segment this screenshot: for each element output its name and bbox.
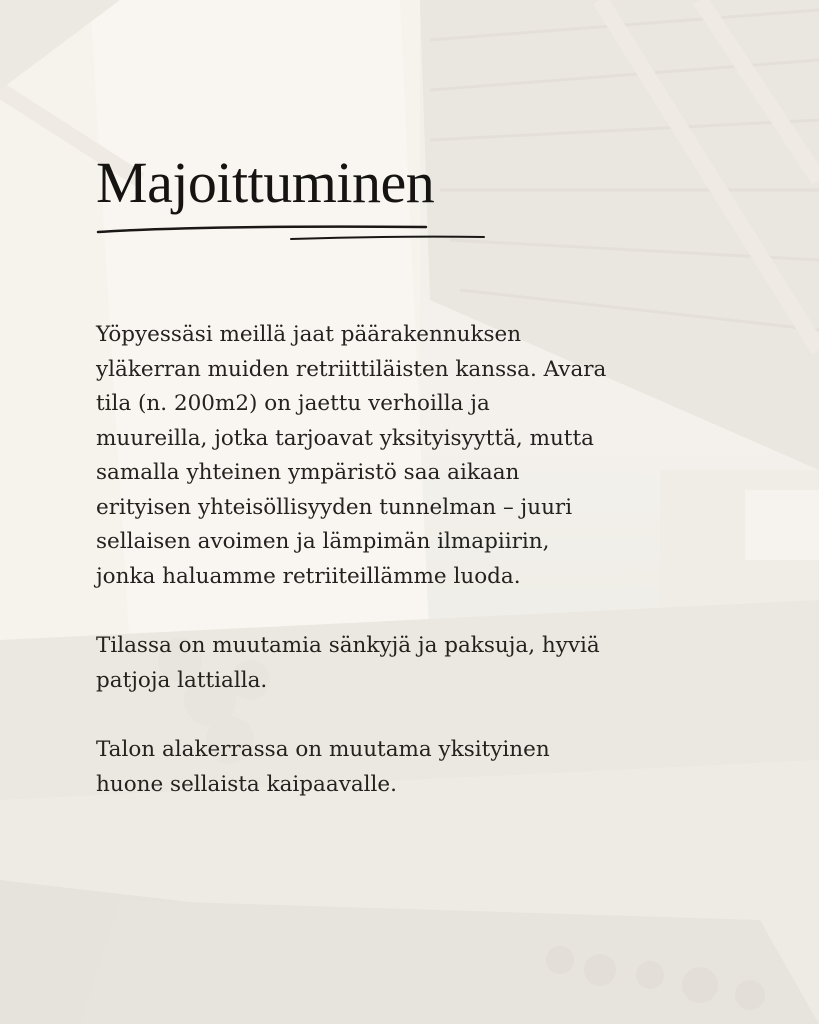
paragraph-beds: Tilassa on muutamia sänkyjä ja paksuja, hyviä patjoja lattialla. — [96, 633, 600, 693]
paragraph-accommodation: Yöpyessäsi meillä jaat päärakennuksen yläkerran muiden retriittiläisten kanssa. Avara tila (n. 200m2) on jaettu verhoilla ja muureilla, jotka tarjoavat yksityisyyttä, mutta samalla yhteinen ympäristö saa aikaan erityisen yhteisöllisyyden tunnelman – juuri sellaisen avoimen ja lämpimän ilmapiirin, jonka haluamme retriiteillämme luoda. — [96, 322, 607, 589]
brush-underline — [96, 220, 496, 242]
paragraph-private-rooms: Talon alakerrassa on muutama yksityinen huone sellaista kaipaavalle. — [96, 737, 550, 797]
text-panel — [96, 148, 736, 802]
page-title: Majoittuminen — [96, 150, 435, 215]
